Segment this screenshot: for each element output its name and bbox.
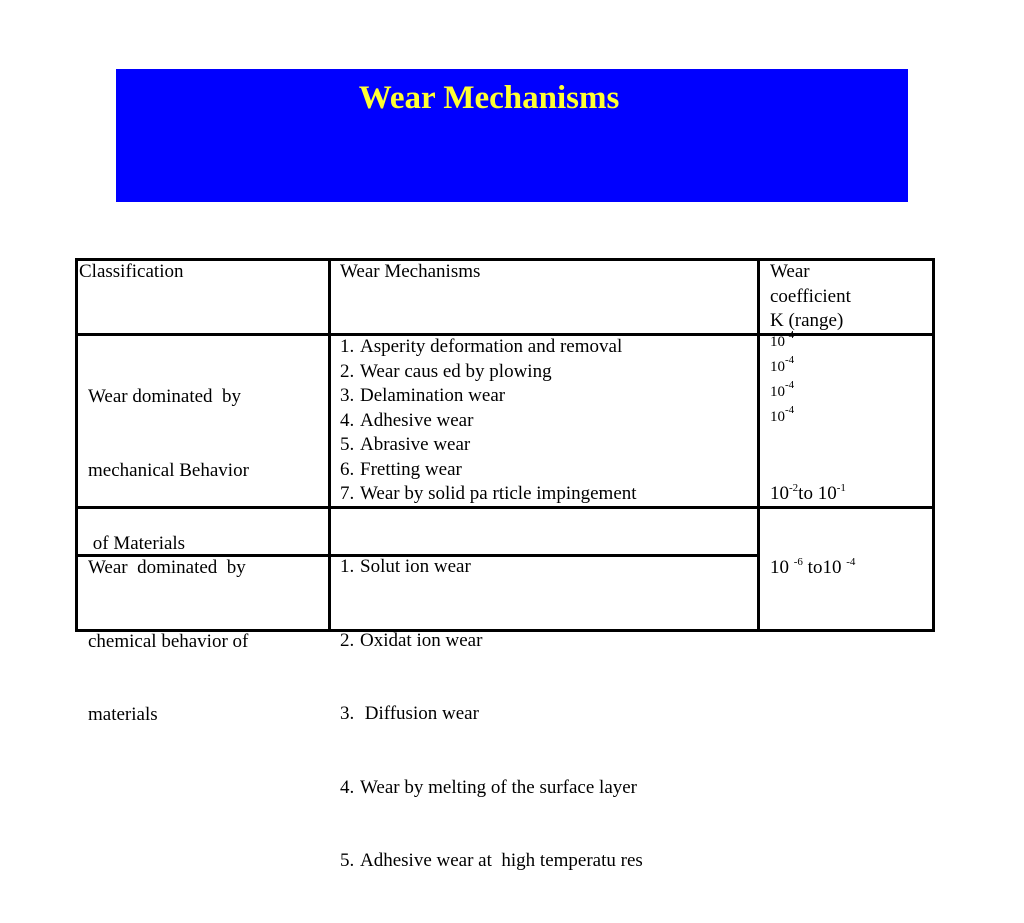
row-1-coefficient-ranges — [770, 433, 855, 629]
coefficient-value: $10^{-4}$ — [770, 354, 795, 375]
mechanism-item: 5. Abrasive wear — [340, 434, 471, 455]
classification-line: mechanical Behavior — [88, 459, 249, 481]
header-mechanisms: Wear Mechanisms — [340, 261, 481, 282]
coefficient-value: $10^{-4}$ — [770, 404, 795, 425]
header-coefficient-line-1: Wear — [770, 261, 810, 282]
mechanism-item: 3. Delamination wear — [340, 385, 506, 406]
slide-title: Wear Mechanisms — [358, 80, 620, 116]
mechanism-item: 4. Wear by melting of the surface layer — [340, 776, 638, 798]
coefficient-value: $10^{-4}$ — [770, 329, 795, 350]
coefficient-value: $10^{-4}$ — [770, 379, 795, 400]
column-divider-2 — [757, 258, 760, 632]
classification-line: Wear dominated by — [88, 557, 246, 578]
classification-line: chemical behavior of — [88, 630, 249, 652]
table-border-left — [75, 258, 78, 632]
column-divider-1 — [328, 258, 331, 632]
mechanism-item: 2. Oxidat ion wear — [340, 629, 483, 651]
mechanism-item: 6. Fretting wear — [340, 458, 462, 480]
header-coefficient-line-3: K (range) — [770, 310, 844, 331]
row-1-mechanisms-list — [340, 335, 637, 507]
row-2-mechanisms-list — [340, 506, 643, 923]
classification-line: Wear dominated by — [88, 386, 242, 407]
row-1-coefficients — [770, 330, 794, 430]
coefficient-range: 10 $^{-6}$ to10 $^{-4}$ — [770, 555, 856, 578]
mechanism-item: 1. Asperity deformation and removal — [340, 336, 623, 357]
row-2-classification — [88, 507, 248, 777]
mechanism-item: 1. Solut ion wear — [340, 556, 471, 577]
table-border-right — [932, 258, 935, 632]
mechanism-item: 7. Wear by solid pa rticle impingement — [340, 483, 637, 504]
mechanism-item: 4. Adhesive wear — [340, 409, 474, 431]
coefficient-range: $10^{-2}to$ $10^{-1}$ — [770, 482, 846, 504]
classification-line: of Materials — [88, 533, 186, 554]
mechanism-item: 5. Adhesive wear at high temperatu res — [340, 850, 643, 871]
classification-line: materials — [88, 704, 158, 725]
header-coefficient-line-2: coefficient — [770, 285, 851, 307]
wear-mechanisms-table — [75, 258, 935, 871]
mechanism-item: 3. Diffusion wear — [340, 703, 479, 724]
mechanism-item: 2. Wear caus ed by plowing — [340, 360, 552, 382]
header-coefficient — [770, 260, 851, 334]
header-classification: Classification — [79, 261, 184, 282]
